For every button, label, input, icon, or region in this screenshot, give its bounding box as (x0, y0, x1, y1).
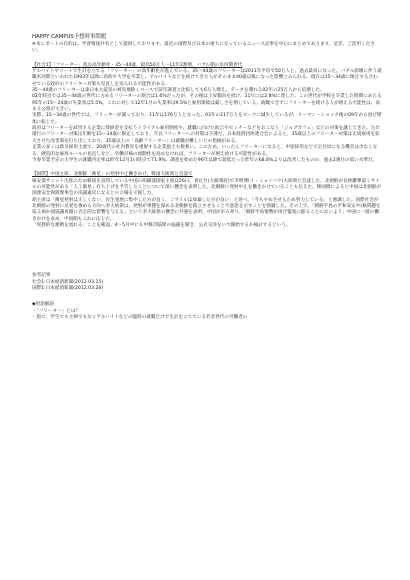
document-title: HAPPY CAMPUS予想時事問題 (32, 34, 107, 40)
section-society-paragraph-1: アルバイトやパートで生計を立てる「フリーター」の高年齢化が進んでいる。35〜44歳のフリーターは2011年平均で50万人と、過去最高になった。バブル崩壊に伴う就職氷河期といわれた1993年以降に高校や大学を卒業し、アルバイトなどを続けてきた人がそのまま40歳以後になった影響とみられる。現在は15〜34歳に限定する合わせている政府のフリーター対策も見直しを迫られる可能性がある。 (32, 69, 382, 87)
section-society-heading: 【社会1】「フリーター」進む高年齢化・35〜44歳、最高50万人〜11年2割増、バブル期の氷河期世代 (32, 62, 243, 68)
document-page (32, 34, 382, 321)
section-society-paragraph-6: 企業の多くは新卒採用主流で、20歳代の社内教育を重視する企業風土も根強い。このため、いったんフリーターになると、中途採用などで正社員になる機会は少なくなる。硬直的な雇用ルールの見直しなど、労働市場の流動性を高めなければ、フリーターが増え続ける可能性がある。 (32, 145, 378, 157)
glossary-heading: ◆用語解説 (32, 302, 54, 308)
section-international-paragraph-2: 胡主席は「衛星発射は正しくない。民生発展に集中した方が良く、ミサイルは放棄した方が良い」と述べ、「今もやめさせるため努力している」と強調した。国際社会が北朝鮮の発射に反発を強める方向へ李大統領は、発射が事態を深める北朝鮮を孤立させることで意思を示すことを強調した。その上で、「朝鮮半島の平和安定や(核問題を巡る)6か国協議再開に否定的な影響を与える」という李大統領の懸念に共感を表明。中国が歩み寄り、「朝鮮半島情勢が再び緊張に陥ることのないよう」中国に一層の働きかけを求め、中国側もこれに応じた。 (32, 197, 381, 222)
section-society-paragraph-5: 政府はフリーターを試用する企業に奨励金を支払うトライアル雇用制度や、就職に向けた助言やセミナーなどをおこなう「ジョブカフェ」などの対策を講じてきた。ただ現行のフリーター対策は年齢を15〜34歳に限定しており、年長フリーターへの対策は手薄だ。日本経済団体連合会によると、35歳以上のフリーター対策は正規雇用を拡大させた改善策を打ち出しており、35歳以上の「高齢フリーター」は就職が難しいとの指摘がある。 (32, 126, 381, 144)
reference-item-2: 国際1:日本経済新聞(2012.03.26) (32, 285, 104, 291)
glossary-term: ・「フリーター」とは？ (32, 308, 81, 314)
section-society (32, 63, 382, 165)
section-international-paragraph-1: 核安保サミット出席のため韓国を訪問している中国の胡錦濤国家主席は26日、青瓦台(大統領府)で李明博(イ・ミョンバク)大統領と会談した。北朝鮮が長距離弾道ミサイルの可能性がある「人工衛星」打ち上げを予告したことについて深い懸念を表明した。北朝鮮に発射中止を働きかけていることも伝えた。韓国側によると中国は北朝鮮が国連安全保障理事会の決議違反になるとの立場を示唆した。 (32, 178, 382, 197)
section-society-paragraph-3: 02年時点では35〜44歳の世代に占めるフリーターの割合は1.6%だったが、その後は上昇傾向を続け、11年には2.8%に達した。この世代が学校を卒業した時期にあたる95年の15〜24歳の失業率は5.5%。これに対して12年1月の失業率は9.5%と雇用環境は厳しさを増している。就職できずにフリーターを続ける人が増える可能性は、高まる公算が大きい。 (32, 94, 382, 113)
section-international-paragraph-3: 「実務的な連携を図れる」ことを確認。4〜5月中にも中韓首脳間の協議を開き、公式交渉をいつ開始するか検討するという。 (32, 222, 291, 228)
references-heading: 参考記事 (32, 273, 51, 279)
section-society-paragraph-7: 今春卒業予定の大学生の就職内定率は昨年12月1日時点で71.9%。調査を始めた96年以降で最低だった昨年の68.8%よりは改善したものの、過去2番目の低い水準だ。 (32, 157, 378, 163)
references-block (32, 273, 382, 292)
section-international (32, 172, 382, 229)
reference-item-1: 社会1:日本経済新聞(2012.03.15) (32, 279, 104, 285)
document-intro: ※本レポートの目的は、学習情報共有として提供しております。最近の国際及び日本の重大になっているニュース記事を中心にまとめてあります。是非、ご活用ください。 (32, 42, 375, 54)
section-society-paragraph-4: 実際、15〜34歳の世代では、フリーターが減っており、11年は176万人となった。03年の217万人をピークに減少しているが、リーマン・ショック後の09年から再び増加に転じた。 (32, 113, 382, 125)
glossary-definition: 一般に、学生でも主婦でもなくアルバイトなどの臨時の就職だけで生計を立てている若者世代の労働者の (32, 315, 248, 320)
section-society-paragraph-2: 35〜44歳のフリーターは東日本大震災の被災地除くベースで前年調査と比較しても6万人増え、データを遡れる02年の25万人から倍増した。 (32, 88, 325, 94)
section-international-heading: 【国際】中国主席、北朝鮮「衛星」の発射中止働きかけ、韓国大統領と会談で (32, 172, 193, 178)
